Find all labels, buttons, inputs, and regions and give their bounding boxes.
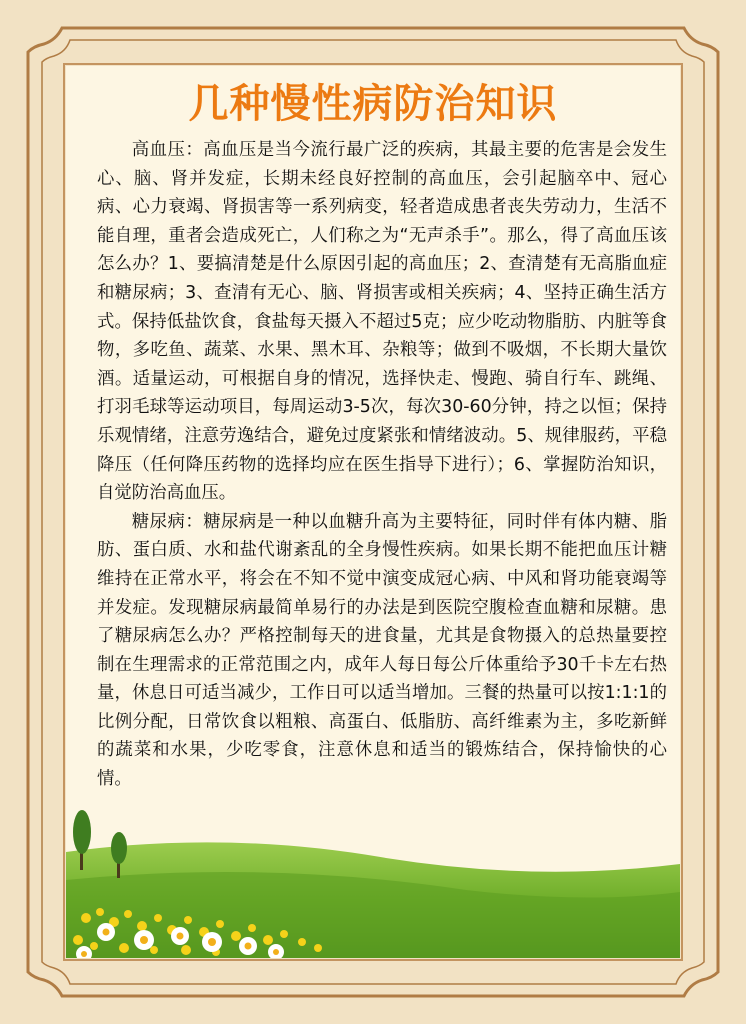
article-body: [97, 136, 667, 794]
meadow-illustration: [66, 800, 680, 958]
page-title: 几种慢性病防治知识: [188, 81, 558, 127]
paragraph-diabetes: 糖尿病：糖尿病是一种以血糖升高为主要特征，同时伴有体内糖、脂肪、蛋白质、水和盐代谢紊乱的全身慢性疾病。如果长期不能把血压计糖维持在正常水平，将会在不知不觉中演变成冠心病、中风和肾功能衰竭等并发症。发现糖尿病最简单易行的办法是到医院空腹检查血糖和尿糖。患了糖尿病怎么办？严格控制每天的进食量，尤其是食物摄入的总热量要控制在生理需求的正常范围之内，成年人每日每公斤体重给予30千卡左右热量，休息日可适当减少，工作日可以适当增加。三餐的热量可以按1:1:1的比例分配，日常饮食以粗粮、高蛋白、低脂肪、高纤维素为主，多吃新鲜的蔬菜和水果，少吃零食，注意休息和适当的锻炼结合，保持愉快的心情。: [97, 511, 667, 790]
paragraph-hypertension: 高血压：高血压是当今流行最广泛的疾病，其最主要的危害是会发生心、脑、肾并发症，长期未经良好控制的高血压，会引起脑卒中、冠心病、心力衰竭、肾损害等一系列病变，轻者造成患者丧失劳动力，生活不能自理，重者会造成死亡，人们称之为“无声杀手”。那么，得了高血压该怎么办？1、要搞清楚是什么原因引起的高血压；2、查清楚有无高脂血症和糖尿病；3、查清有无心、脑、肾损害或相关疾病；4、坚持正确生活方式。保持低盐饮食，食盐每天摄入不超过5克；应少吃动物脂肪、内脏等食物，多吃鱼、蔬菜、水果、黑木耳、杂粮等；做到不吸烟，不长期大量饮酒。适量运动，可根据自身的情况，选择快走、慢跑、骑自行车、跳绳、打羽毛球等运动项目，每周运动3-5次，每次30-60分钟，持之以恒；保持乐观情绪，注意劳逸结合，避免过度紧张和情绪波动。5、规律服药，平稳降压（任何降压药物的选择均应在医生指导下进行）；6、掌握防治知识，自觉防治高血压。: [97, 140, 667, 504]
